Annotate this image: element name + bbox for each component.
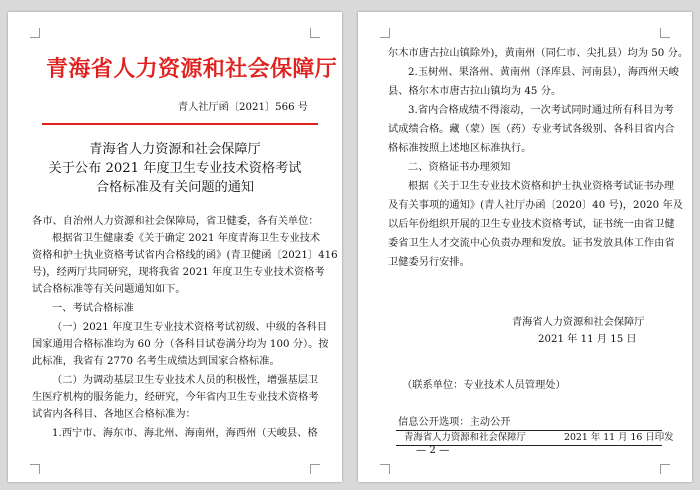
body-line: 此标准，我省有 2770 名考生成绩达到国家合格标准。 xyxy=(32,356,280,367)
signature-organization: 青海省人力资源和社会保障厅 xyxy=(512,317,645,328)
salutation: 各市、自治州人力资源和社会保障局，省卫健委，各有关单位： xyxy=(32,216,319,227)
issue-date: 2021 年 11 月 16 日印发 xyxy=(564,432,674,443)
red-divider xyxy=(42,123,318,125)
body-line: 试成绩合格。藏（蒙）医（药）专业考试各级别、各科目省内合 xyxy=(388,124,675,135)
document-page-2 xyxy=(358,12,692,482)
crop-mark xyxy=(30,28,40,38)
agency-header: 青海省人力资源和社会保障厅 xyxy=(46,56,338,82)
crop-mark xyxy=(30,464,40,474)
body-line: 国家通用合格标准均为 60 分（各科目试卷满分均为 100 分）。按 xyxy=(32,339,329,350)
document-page-1 xyxy=(8,12,342,482)
body-line: 及有关事项的通知》(青人社厅办函〔2020〕40 号)，2020 年及 xyxy=(388,200,683,211)
body-line: 号)，经两厅共同研究，现将我省 2021 年度卫生专业技术资格考 xyxy=(32,267,325,278)
crop-mark xyxy=(660,28,670,38)
document-number: 青人社厅函〔2021〕566 号 xyxy=(177,102,308,113)
section-heading: 一、考试合格标准 xyxy=(52,303,134,314)
body-line: （一）2021 年度卫生专业技术资格考试初级、中级的各科目 xyxy=(52,322,328,333)
body-line: 根据省卫生健康委《关于确定 2021 年度青海卫生专业技术 xyxy=(52,233,321,244)
disclosure-option: 信息公开选项：主动公开 xyxy=(398,417,511,428)
body-line: 3.省内合格成绩不得滚动，一次考试同时通过所有科目为考 xyxy=(408,105,674,116)
body-line: 试合格标准等有关问题通知如下。 xyxy=(32,284,186,295)
contact-unit: （联系单位：专业技术人员管理处） xyxy=(402,380,566,391)
issuing-organization: 青海省人力资源和社会保障厅 xyxy=(404,432,526,443)
body-line: 资格和护士执业资格考试省内合格线的函》(青卫健函〔2021〕416 xyxy=(32,250,338,261)
crop-mark xyxy=(310,464,320,474)
body-line: 县、格尔木市唐古拉山镇均为 45 分。 xyxy=(388,86,562,97)
crop-mark xyxy=(660,464,670,474)
page-number: — 2 — xyxy=(416,445,450,456)
title-line: 合格标准及有关问题的通知 xyxy=(95,180,255,195)
body-line: 生医疗机构的服务能力，经研究，今年省内卫生专业技术资格考 xyxy=(32,392,319,403)
body-line: 根据《关于卫生专业技术资格和护士执业资格考试证书办理 xyxy=(408,181,675,192)
crop-mark xyxy=(380,464,390,474)
title-line: 青海省人力资源和社会保障厅 xyxy=(89,142,261,157)
body-line: 委省卫生人才交流中心负责办理和发放。证书发放具体工作由省 xyxy=(388,238,675,249)
section-heading: 二、资格证书办理须知 xyxy=(408,162,511,173)
body-line: 1.西宁市、海东市、海北州、海南州，海西州（天峻县、格 xyxy=(52,428,318,439)
body-line: 试省内各科目、各地区合格标准为： xyxy=(32,409,196,420)
signature-date: 2021 年 11 月 15 日 xyxy=(538,334,637,345)
title-line: 关于公布 2021 年度卫生专业技术资格考试 xyxy=(48,161,302,176)
body-line: 尔木市唐古拉山镇除外)，黄南州（同仁市、尖扎县）均为 50 分。 xyxy=(388,48,689,59)
footer-rule-top xyxy=(396,430,662,431)
body-line: （二）为调动基层卫生专业技术人员的积极性，增强基层卫 xyxy=(52,375,319,386)
body-line: 卫健委另行安排。 xyxy=(388,257,470,268)
body-line: 2.玉树州、果洛州、黄南州（泽库县、河南县），海西州天峻 xyxy=(408,67,679,78)
crop-mark xyxy=(380,28,390,38)
body-line: 以后年份组织开展的卫生专业技术资格考试，证书统一由省卫健 xyxy=(388,219,675,230)
crop-mark xyxy=(310,28,320,38)
body-line: 格标准按照上述地区标准执行。 xyxy=(388,143,532,154)
